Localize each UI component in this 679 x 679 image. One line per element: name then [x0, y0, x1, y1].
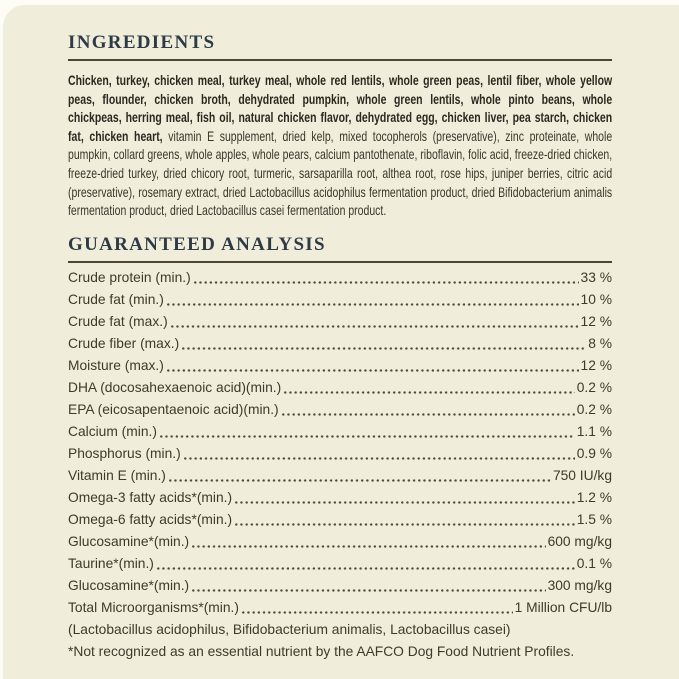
- analysis-row-label: Crude fat (max.): [68, 314, 168, 329]
- analysis-row: [68, 421, 612, 443]
- analysis-row: [68, 443, 612, 465]
- dot-leader: [194, 281, 579, 284]
- analysis-row-value: 1.2 %: [576, 490, 612, 505]
- analysis-row-label: Total Microorganisms*(min.): [68, 600, 239, 615]
- analysis-row-label: EPA (eicosapentaenoic acid)(min.): [68, 402, 279, 417]
- analysis-row-value: 1 Million CFU/lb: [514, 600, 612, 615]
- analysis-row-label: Calcium (min.): [68, 424, 157, 439]
- analysis-row: [68, 289, 612, 311]
- analysis-row-value: 12 %: [580, 358, 612, 373]
- dot-leader: [169, 479, 551, 482]
- dot-leader: [182, 347, 586, 350]
- analysis-row: [68, 597, 612, 619]
- label-panel: [3, 5, 679, 679]
- analysis-row-value: 600 mg/kg: [547, 534, 612, 549]
- dot-leader: [167, 369, 579, 372]
- ingredients-text-wrap: [68, 72, 612, 222]
- analysis-row: [68, 531, 612, 553]
- analysis-row: [68, 553, 612, 575]
- analysis-row: [68, 487, 612, 509]
- analysis-row-label: Crude fiber (max.): [68, 336, 180, 351]
- analysis-row-value: 33 %: [580, 270, 612, 285]
- analysis-row-label: Omega-3 fatty acids*(min.): [68, 490, 233, 505]
- analysis-row-label: Omega-6 fatty acids*(min.): [68, 512, 233, 527]
- label-content: [3, 5, 679, 663]
- analysis-row-value: 8 %: [588, 336, 612, 351]
- analysis-row-value: 0.2 %: [576, 402, 612, 417]
- analysis-row-label: Glucosamine*(min.): [68, 578, 190, 593]
- dot-leader: [235, 523, 575, 526]
- dot-leader: [284, 391, 575, 394]
- analysis-table: [68, 267, 612, 619]
- guaranteed-analysis-rule: [68, 261, 612, 263]
- guaranteed-analysis-section: [68, 234, 612, 663]
- dot-leader: [184, 457, 575, 460]
- analysis-row-label: Moisture (max.): [68, 358, 164, 373]
- analysis-row-label: Taurine*(min.): [68, 556, 154, 571]
- dot-leader: [242, 611, 513, 614]
- analysis-row: [68, 377, 612, 399]
- analysis-row-value: 12 %: [580, 314, 612, 329]
- analysis-row-label: Vitamin E (min.): [68, 468, 166, 483]
- analysis-row: [68, 399, 612, 421]
- analysis-row-value: 1.1 %: [576, 424, 612, 439]
- analysis-row: [68, 575, 612, 597]
- analysis-row-value: 0.9 %: [576, 446, 612, 461]
- analysis-row-value: 0.2 %: [576, 380, 612, 395]
- analysis-footnotes: [68, 619, 612, 663]
- footnote-line: (Lactobacillus acidophilus, Bifidobacterium animalis, Lactobacillus casei): [68, 622, 511, 637]
- analysis-row-label: Crude fat (min.): [68, 292, 164, 307]
- analysis-row-label: Crude protein (min.): [68, 270, 191, 285]
- footnote-line: *Not recognized as an essential nutrient by the AAFCO Dog Food Nutrient Profiles.: [68, 644, 575, 659]
- analysis-row: [68, 465, 612, 487]
- analysis-row: [68, 509, 612, 531]
- ingredients-rule: [68, 59, 612, 61]
- dot-leader: [160, 435, 575, 438]
- analysis-row: [68, 355, 612, 377]
- dot-leader: [192, 589, 545, 592]
- analysis-row-value: 1.5 %: [576, 512, 612, 527]
- ingredients-primary-list: Chicken, turkey, chicken meal, turkey meal, whole red lentils, whole green peas, lentil fiber, whole yellow peas, flounder, chicken broth, dehydrated pumpkin, whole green lentils, whole pinto beans, whole chickpeas, herring meal, fish oil, natural chicken flavor, dehydrated egg, chicken liver, pea starch, chicken fat, chicken heart,: [68, 73, 613, 144]
- analysis-row-value: 750 IU/kg: [552, 468, 612, 483]
- analysis-row-label: Glucosamine*(min.): [68, 534, 190, 549]
- guaranteed-analysis-title: GUARANTEED ANALYSIS: [68, 234, 326, 255]
- analysis-row-value: 300 mg/kg: [547, 578, 612, 593]
- dot-leader: [282, 413, 575, 416]
- analysis-row-value: 10 %: [580, 292, 612, 307]
- analysis-row: [68, 311, 612, 333]
- analysis-row-value: 0.1 %: [576, 556, 612, 571]
- ingredients-section: [68, 32, 612, 222]
- analysis-row: [68, 333, 612, 355]
- ingredients-secondary-list: vitamin E supplement, dried kelp, mixed tocopherols (preservative), zinc proteinate, whole pumpkin, collard greens, whole apples, whole pears, calcium pantothenate, riboflavin, folic acid, freeze-dried chicken, freeze-dried turkey, dried chicory root, turmeric, sarsaparilla root, althea root, rose hips, juniper berries, citric acid (preservative), rosemary extract, dried Lactobacillus acidophilus fermentation product, dried Bifidobacterium animalis fermentation product, dried Lactobacillus casei fermentation product.: [68, 128, 613, 219]
- dot-leader: [235, 501, 575, 504]
- analysis-row: [68, 267, 612, 289]
- analysis-row-label: DHA (docosahexaenoic acid)(min.): [68, 380, 282, 395]
- dot-leader: [157, 567, 575, 570]
- ingredients-title: INGREDIENTS: [68, 32, 216, 53]
- dot-leader: [171, 325, 579, 328]
- dot-leader: [167, 303, 579, 306]
- analysis-row-label: Phosphorus (min.): [68, 446, 181, 461]
- dot-leader: [192, 545, 545, 548]
- ingredients-text: [68, 72, 612, 221]
